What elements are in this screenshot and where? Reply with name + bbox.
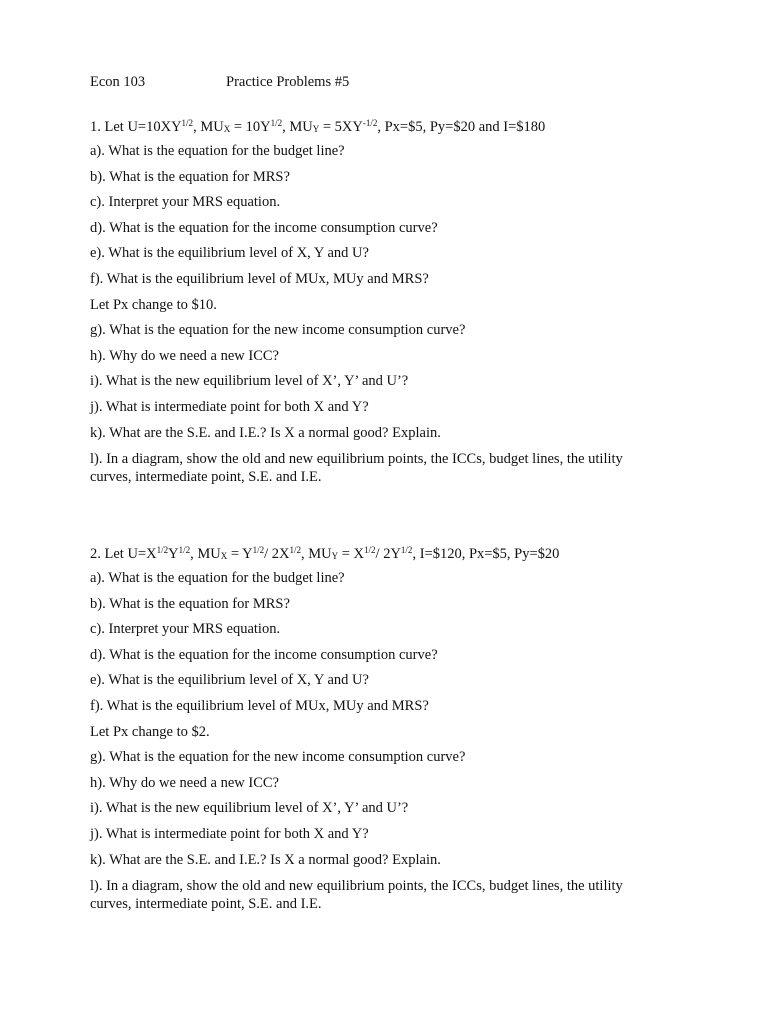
exponent: 1/2: [178, 545, 191, 555]
question-line: d). What is the equation for the income consumption curve?: [90, 646, 438, 663]
question-line: b). What is the equation for MRS?: [90, 595, 290, 612]
question-line: i). What is the new equilibrium level of X’, Y’ and U’?: [90, 373, 409, 390]
exponent: 1/2: [400, 545, 413, 555]
question-line: h). Why do we need a new ICC?: [90, 774, 279, 791]
price-change-line: Let Px change to $2.: [90, 723, 210, 740]
exponent: 1/2: [270, 118, 283, 128]
statement-text: / 2Y: [375, 546, 401, 562]
question-line: h). Why do we need a new ICC?: [90, 347, 279, 364]
question-line: b). What is the equation for MRS?: [90, 168, 290, 185]
question-line: j). What is intermediate point for both X and Y?: [90, 398, 369, 415]
question-line: k). What are the S.E. and I.E.? Is X a normal good? Explain.: [90, 851, 441, 868]
question-line: g). What is the equation for the new income consumption curve?: [90, 749, 466, 766]
exponent: 1/2: [252, 545, 265, 555]
question-line: c). Interpret your MRS equation.: [90, 621, 281, 638]
subscript: Y: [312, 124, 320, 134]
statement-text: = 5XY: [319, 119, 363, 135]
question-line: j). What is intermediate point for both X and Y?: [90, 825, 369, 842]
statement-text: , MU: [190, 546, 221, 562]
problem-2: [90, 544, 660, 922]
question-line: l). In a diagram, show the old and new equilibrium points, the ICCs, budget lines, the utility curves, intermediate point, S.E. and I.E.: [90, 878, 623, 913]
statement-text: , MU: [193, 119, 224, 135]
question-line: k). What are the S.E. and I.E.? Is X a normal good? Explain.: [90, 424, 441, 441]
question-line: a). What is the equation for the budget line?: [90, 570, 345, 586]
statement-text: / 2X: [264, 546, 290, 562]
statement-text: = X: [338, 546, 365, 562]
statement-text: , MU: [282, 119, 313, 135]
course-name: Econ 103: [90, 74, 146, 90]
statement-text: , I=$120, Px=$5, Py=$20: [412, 546, 560, 562]
price-change-line: Let Px change to $10.: [90, 296, 217, 313]
statement-text: , Px=$5, Py=$20 and I=$180: [377, 119, 546, 135]
question-line: f). What is the equilibrium level of MUx, MUy and MRS?: [90, 697, 429, 714]
question-line: f). What is the equilibrium level of MUx, MUy and MRS?: [90, 270, 429, 287]
exponent: 1/2: [289, 545, 301, 555]
subscript: Y: [331, 551, 339, 561]
question-line: e). What is the equilibrium level of X, Y and U?: [90, 245, 369, 262]
document-title: Practice Problems #5: [226, 74, 350, 90]
statement-text: = 10Y: [230, 119, 271, 135]
problem-1-statement: [90, 117, 660, 137]
question-line: c). Interpret your MRS equation.: [90, 194, 281, 211]
exponent: -1/2: [362, 118, 378, 128]
question-line: a). What is the equation for the budget line?: [90, 143, 345, 159]
question-line: d). What is the equation for the income consumption curve?: [90, 219, 438, 236]
statement-text: Y: [168, 546, 179, 562]
statement-text: 2. Let U=X: [90, 546, 157, 562]
statement-text: = Y: [227, 546, 253, 562]
problem-2-statement: [90, 544, 660, 564]
statement-text: , MU: [301, 546, 332, 562]
question-line: g). What is the equation for the new income consumption curve?: [90, 322, 466, 339]
document-header: [90, 74, 349, 91]
exponent: 1/2: [156, 545, 169, 555]
exponent: 1/2: [364, 545, 376, 555]
problem-1: [90, 117, 660, 495]
subscript: X: [220, 551, 228, 561]
statement-text: 1. Let U=10XY: [90, 119, 182, 135]
question-line: e). What is the equilibrium level of X, Y and U?: [90, 672, 369, 689]
question-line: i). What is the new equilibrium level of X’, Y’ and U’?: [90, 800, 409, 817]
question-line: l). In a diagram, show the old and new equilibrium points, the ICCs, budget lines, the utility curves, intermediate point, S.E. and I.E.: [90, 451, 623, 486]
subscript: X: [223, 124, 231, 134]
exponent: 1/2: [181, 118, 194, 128]
